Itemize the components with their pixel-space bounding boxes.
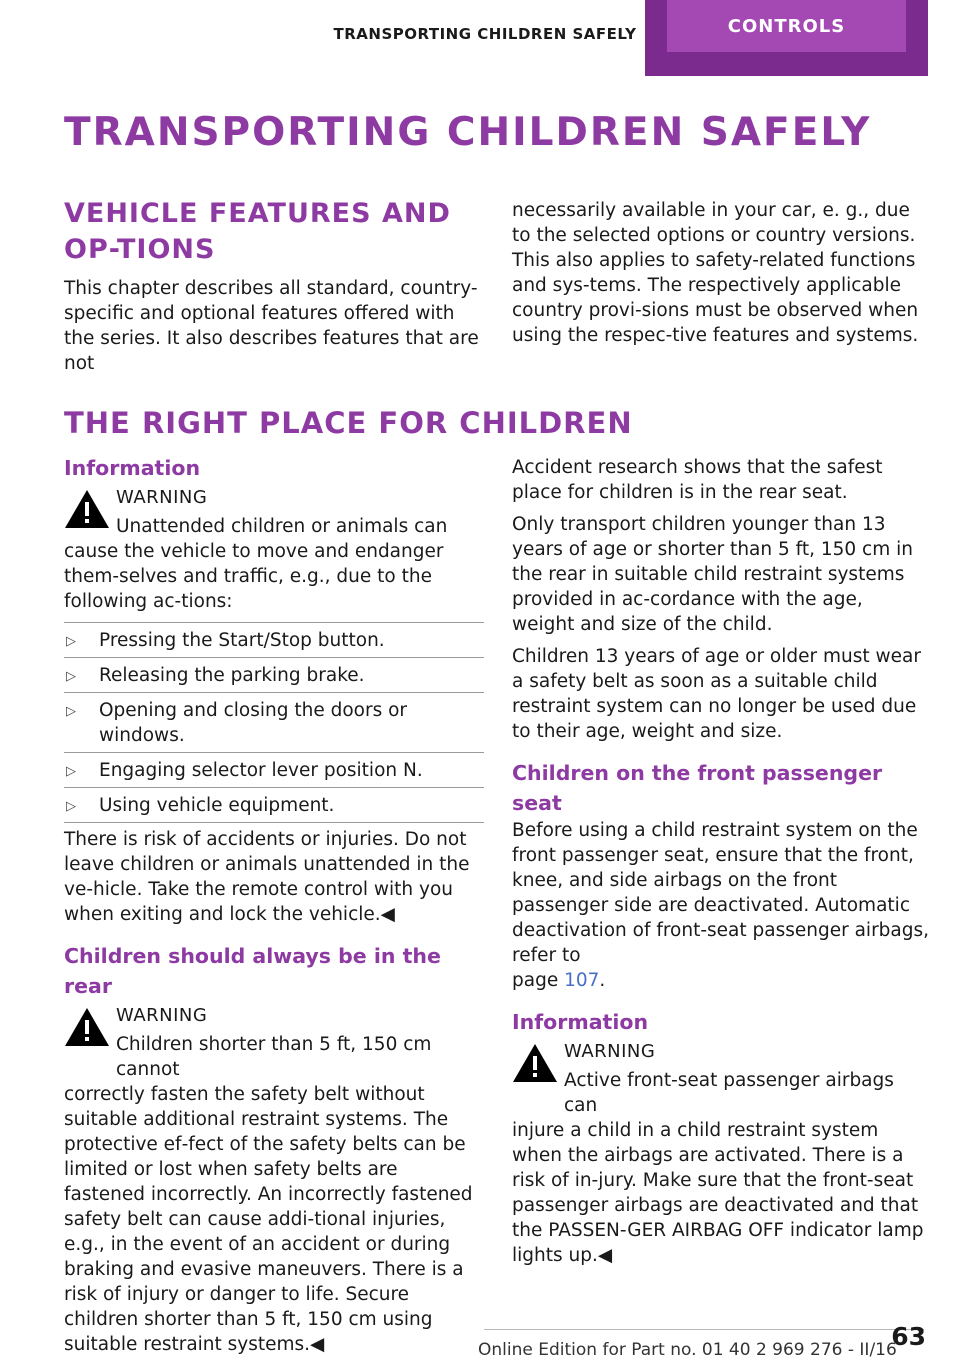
page-reference-link[interactable]: 107 [564,970,600,991]
information-heading-2: Information [512,1010,649,1034]
warning-closing-text: There is risk of accidents or injuries. Do not leave children or animals unattended in the ve‐hicle. Take the remote control with you when exiting and lock the vehicle.◀ [64,822,484,927]
warning-label: WARNING [564,1041,656,1062]
chapter-tab-label: CONTROLS [667,0,906,52]
warning-label: WARNING [116,1005,208,1026]
vehicle-features-text-right: necessarily available in your car, e. g., due to the selected options or country versions. This also applies to safety-related functions and sys‐tems. The respectively applicable country provi‐sions must be observed when using the respec‐tive features and systems. [512,200,919,346]
warning-text-first: Unattended children or animals can [116,516,448,537]
warning-triangle-icon [64,1007,110,1047]
warning-triangle-icon [64,489,110,529]
warning-text-first: Children shorter than 5 ft, 150 cm cannot [116,1034,432,1080]
triangle-bullet-icon: ▷ [66,799,76,814]
running-header-section: TRANSPORTING CHILDREN SAFELY [333,25,637,43]
front-seat-text: Before using a child restraint system on the front passenger seat, ensure that the front, knee, and side airbags on the front passenger side are deactivated. Automatic deactivation of front-seat passenger airbags, refer to page 107. [512,820,930,991]
information-heading: Information [64,456,201,480]
warning-text-rest: correctly fasten the safety belt without suitable additional restraint systems. The protective ef‐fect of the safety belts can be limited or lost when safety belts are fastened incorrectly. An incorrectly fastened safety belt can cause addi‐tional injuries, e.g., in the event of an accident or during braking and evasive maneuvers. There is a risk of injury or danger to life. Secure children shorter than 5 ft, 150 cm using suitable restraint systems.◀ [64,1084,473,1355]
vehicle-features-right [512,198,930,355]
safety-belt-text: Children 13 years of age or older must wear a safety belt as soon as a suitable child restraint system can no longer be used due to their age, weight and size. [512,646,921,742]
page-number: 63 [891,1322,926,1351]
right-place-left-column [64,453,484,1357]
front-seat-heading: Children on the front passenger seat [512,761,883,815]
page-footer [0,1320,960,1362]
warning-label: WARNING [116,487,208,508]
footer-rule [484,1329,924,1330]
triangle-bullet-icon: ▷ [66,669,76,684]
list-item: ▷ Opening and closing the doors or windows. [64,692,484,752]
page-title: TRANSPORTING CHILDREN SAFELY [64,110,872,155]
transport-children-text: Only transport children younger than 13 years of age or shorter than 5 ft, 150 cm in the rear in suitable child restraint systems provided in ac‐cordance with the age, weight and size of the child. [512,514,913,635]
vehicle-features-heading: VEHICLE FEATURES AND OP‐TIONS [64,198,451,265]
warning-block-airbag [512,1039,930,1268]
triangle-bullet-icon: ▷ [66,704,76,719]
warning-text-rest: injure a child in a child restraint system when the airbags are activated. There is a risk of in‐jury. Make sure that the front-seat passenger airbags are deactivated and that the PASSEN‐GER AIRBAG OFF indicator lamp lights up.◀ [512,1120,924,1266]
list-item: ▷ Pressing the Start/Stop button. [64,622,484,657]
list-item: ▷ Using vehicle equipment. [64,787,484,822]
vehicle-features-left [64,196,484,383]
list-item: ▷ Releasing the parking brake. [64,657,484,692]
rear-seat-heading: Children should always be in the rear [64,944,441,998]
triangle-bullet-icon: ▷ [66,764,76,779]
warning-text-first: Active front-seat passenger airbags can [564,1070,894,1116]
warning-text-rest: cause the vehicle to move and endanger them‐selves and traffic, e.g., due to the following ac‐tions: [64,541,444,612]
chapter-tab [645,0,928,76]
accident-research-text: Accident research shows that the safest place for children is in the rear seat. [512,457,883,503]
right-place-heading: THE RIGHT PLACE FOR CHILDREN [64,406,633,440]
right-place-right-column [512,455,930,1268]
vehicle-features-text-left: This chapter describes all standard, country-specific and optional features offered with the series. It also describes features that are not [64,278,479,374]
edition-text: Online Edition for Part no. 01 40 2 969 276 - II/16 [478,1340,897,1360]
warning-block-unattended [64,485,484,614]
warning-block-rear [64,1003,484,1357]
triangle-bullet-icon: ▷ [66,634,76,649]
warning-triangle-icon [512,1043,558,1083]
list-item: ▷ Engaging selector lever position N. [64,752,484,787]
warning-action-list [64,622,484,822]
